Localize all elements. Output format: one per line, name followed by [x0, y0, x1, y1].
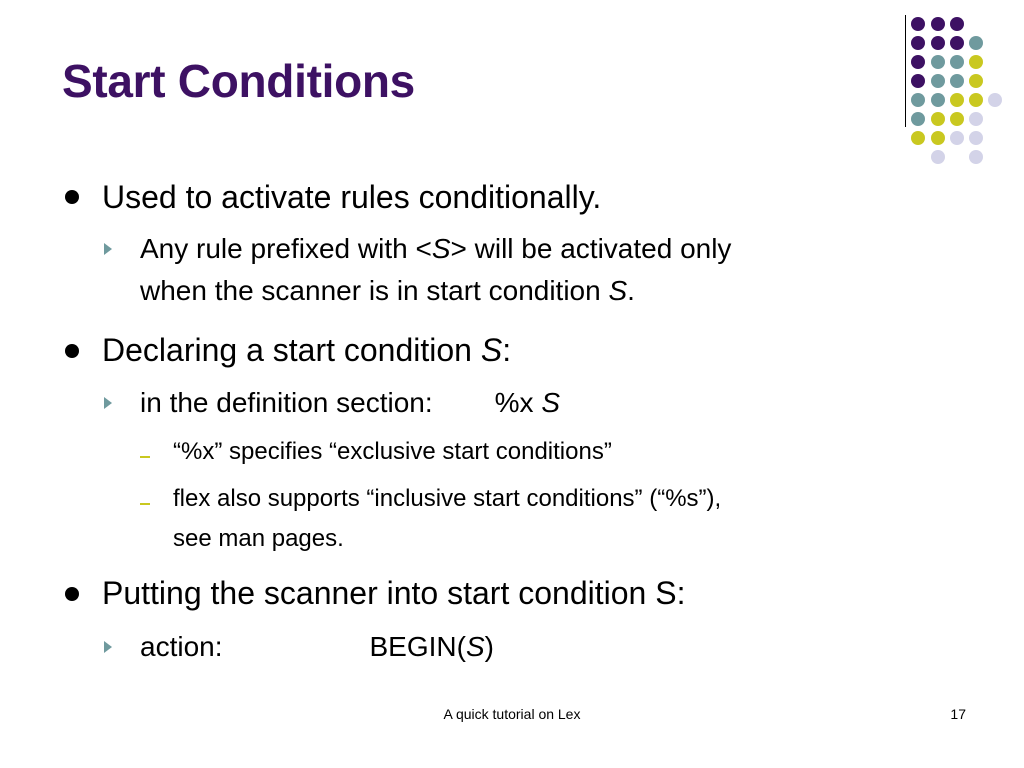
dash-bullet-icon: [140, 456, 150, 458]
bullet-level3: [173, 432, 953, 472]
bullet-dot-icon: [65, 587, 79, 601]
bullet-text: see man pages.: [173, 525, 344, 552]
bullet-text: .: [627, 275, 635, 306]
code-text: BEGIN(: [369, 631, 466, 662]
triangle-bullet-icon: [104, 243, 112, 255]
bullet-level2: [140, 382, 940, 424]
italic-s: S: [480, 332, 503, 368]
bullet-text: Used to activate rules conditionally.: [102, 179, 602, 215]
italic-s: S: [608, 275, 628, 306]
page-number: 17: [950, 706, 966, 722]
slide-title: Start Conditions: [62, 55, 415, 107]
bullet-level2: [140, 228, 940, 312]
italic-s: S: [431, 233, 451, 264]
italic-s: S: [465, 631, 485, 662]
italic-s: S: [541, 387, 561, 418]
bullet-level1: [102, 574, 685, 612]
code-text: ): [484, 631, 494, 662]
bullet-text: Any rule prefixed with <: [140, 233, 432, 264]
bullet-text: in the definition section:: [140, 387, 433, 418]
bullet-dot-icon: [65, 190, 79, 204]
dash-bullet-icon: [140, 503, 150, 505]
bullet-text: Putting the scanner into start condition S:: [102, 575, 686, 611]
triangle-bullet-icon: [104, 397, 112, 409]
bullet-text: Declaring a start condition: [102, 332, 481, 368]
bullet-level1: [102, 178, 601, 216]
bullet-dot-icon: [65, 344, 79, 358]
bullet-text: flex also supports “inclusive start conditions” (“%s”),: [173, 485, 722, 512]
bullet-text: > will be activated only: [450, 233, 732, 264]
bullet-text: “%x” specifies “exclusive start conditions”: [173, 438, 612, 465]
bullet-level3: [173, 479, 953, 559]
code-text: %x: [494, 387, 542, 418]
bullet-level2: [140, 626, 940, 668]
bullet-text: :: [502, 332, 512, 368]
bullet-text: action:: [140, 631, 223, 662]
footer-title: A quick tutorial on Lex: [443, 706, 581, 722]
triangle-bullet-icon: [104, 641, 112, 653]
bullet-text: when the scanner is in start condition: [140, 275, 609, 306]
bullet-level1: [102, 331, 511, 369]
